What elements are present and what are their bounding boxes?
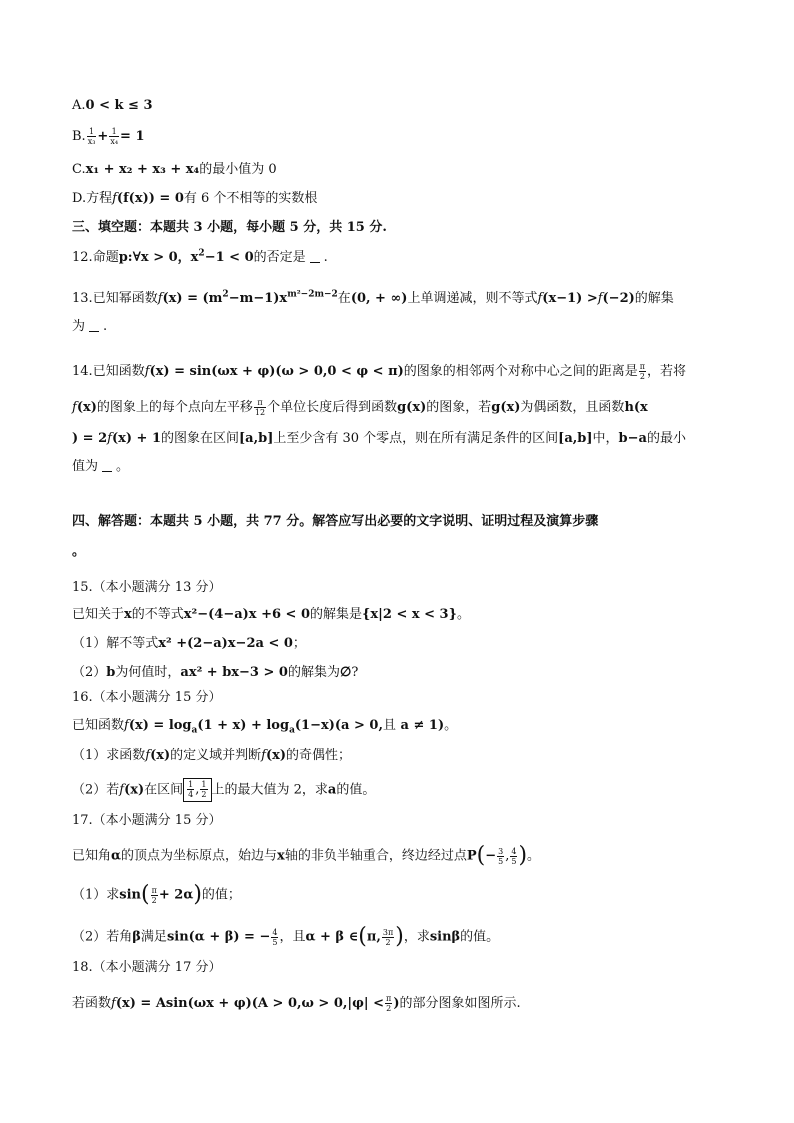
section-heading: 四、解答题：本题共 5 小题，共 77 分。解答应写出必要的文字说明、证明过程及演算步骤 bbox=[72, 514, 599, 529]
question-13-line-2: 为 . bbox=[72, 319, 108, 334]
question-14-line-2: f(x)的图象上的每个点向左平移 $\frac{\pi}{12}$ 个单位长度后得到函数g(x)的图象，若g(x)为偶函数，且函数h(x bbox=[72, 398, 648, 417]
question-16-heading: 16.（本小题满分 15 分） bbox=[72, 690, 222, 705]
question-17-stem: 已知角α的顶点为坐标原点，始边与x轴的非负半轴重合，终边经过点P(− $\frac{3}{5}$ , $\frac{4}{5}$ )。 bbox=[72, 843, 541, 868]
fraction: $\frac{\pi}{2}$ bbox=[151, 885, 157, 905]
question-16-part-1: （1）求函数f(x)的定义域并判断f(x)的奇偶性； bbox=[72, 748, 352, 763]
fraction: $\frac{4}{5}$ bbox=[511, 846, 517, 866]
answer-blank[interactable] bbox=[310, 252, 320, 263]
option-label: D. bbox=[72, 191, 87, 206]
fraction: $\frac{\pi}{2}$ bbox=[386, 994, 392, 1013]
question-14-line-1: 14.已知函数f(x) = sin(ωx + φ)(ω > 0,0 < φ < π)的图象的相邻两个对称中心之间的距离是 $\frac{\pi}{2}$ ，若将 bbox=[72, 362, 687, 381]
option-label: A. bbox=[72, 98, 86, 113]
question-15-part-1: （1）解不等式x² +(2−a)x−2a < 0； bbox=[72, 636, 306, 651]
question-12: 12.命题p:∀x > 0，$x^2-1 < 0$的否定是 . bbox=[72, 248, 328, 265]
fraction: $\frac{3}{5}$ bbox=[498, 846, 504, 866]
section-heading-tail: 。 bbox=[72, 544, 86, 559]
question-18-stem: 若函数f(x) = Asin(ωx + φ)(A > 0,ω > 0,|φ| < $\frac{\pi}{2}$ )的部分图象如图所示. bbox=[72, 994, 521, 1013]
question-16-stem: 已知函数$f(x) = \log_a(1 + x) + \log_a(1-x)(a > 0$,且 a ≠ 1)。 bbox=[72, 718, 458, 736]
option-label: B. bbox=[72, 129, 86, 144]
option-d: D.方程f(f(x)) = 0有 6 个不相等的实数根 bbox=[72, 191, 318, 206]
question-16-part-2: （2）若f(x)在区间 $\frac{1}{4}$ , $\frac{1}{2}$ 上的最大值为 2，求a的值。 bbox=[72, 778, 724, 802]
option-a bbox=[72, 97, 724, 115]
fraction: $\frac{\pi}{2}$ bbox=[639, 362, 646, 381]
fraction: $\frac{\pi}{12}$ bbox=[254, 398, 266, 417]
section-heading: 三、填空题：本题共 3 小题，每小题 5 分，共 15 分. bbox=[72, 220, 387, 235]
question-14-line-4: 值为 。 bbox=[72, 459, 130, 474]
option-text: 0 < k ≤ 3 bbox=[85, 98, 153, 113]
question-13-line-1: 13.已知幂函数$f(x) = (m^2-m-1)x^{m^2-2m-2}$在(0, + ∞)上单调递减，则不等式f(x−1) >f(−2)的解集 bbox=[72, 289, 674, 306]
question-14-line-3: ) = 2f(x) + 1的图象在区间[a,b]上至少含有 30 个零点，则在所有满足条件的区间[a,b]中，b−a的最小 bbox=[72, 431, 686, 446]
question-15-stem: 已知关于x的不等式x²−(4−a)x +6 < 0的解集是{x|2 < x < 3}。 bbox=[72, 607, 470, 622]
answer-blank[interactable] bbox=[89, 321, 99, 332]
question-17-part-1: （1）求sin( $\frac{\pi}{2}$ + 2α)的值； bbox=[72, 882, 241, 907]
question-15-part-2: （2）b为何值时，ax² + bx−3 > 0的解集为∅? bbox=[72, 665, 359, 680]
fraction: $\frac{1}{\text{x₃}}$ bbox=[87, 127, 96, 146]
fraction: $\frac{3\pi}{2}$ bbox=[382, 927, 394, 947]
interval-bracket: $\frac{1}{4}$ , $\frac{1}{2}$ bbox=[183, 778, 211, 802]
question-18-heading: 18.（本小题满分 17 分） bbox=[72, 960, 222, 975]
question-15-heading: 15.（本小题满分 13 分） bbox=[72, 580, 222, 595]
option-b: B. $\frac{1}{\text{x₃}}$ + $\frac{1}{\text{x₄}}$ = 1 bbox=[72, 127, 145, 146]
option-c: C.x₁ + x₂ + x₃ + x₄的最小值为 0 bbox=[72, 162, 277, 177]
fraction: $\frac{4}{5}$ bbox=[272, 927, 278, 947]
fraction: $\frac{1}{\text{x₄}}$ bbox=[110, 127, 119, 146]
question-17-part-2: （2）若角β满足sin(α + β) = − $\frac{4}{5}$ ，且α + β ∈(π, $\frac{3\pi}{2}$ )，求sinβ的值。 bbox=[72, 924, 500, 949]
question-17-heading: 17.（本小题满分 15 分） bbox=[72, 813, 222, 828]
option-label: C. bbox=[72, 162, 86, 177]
answer-blank[interactable] bbox=[102, 461, 112, 472]
